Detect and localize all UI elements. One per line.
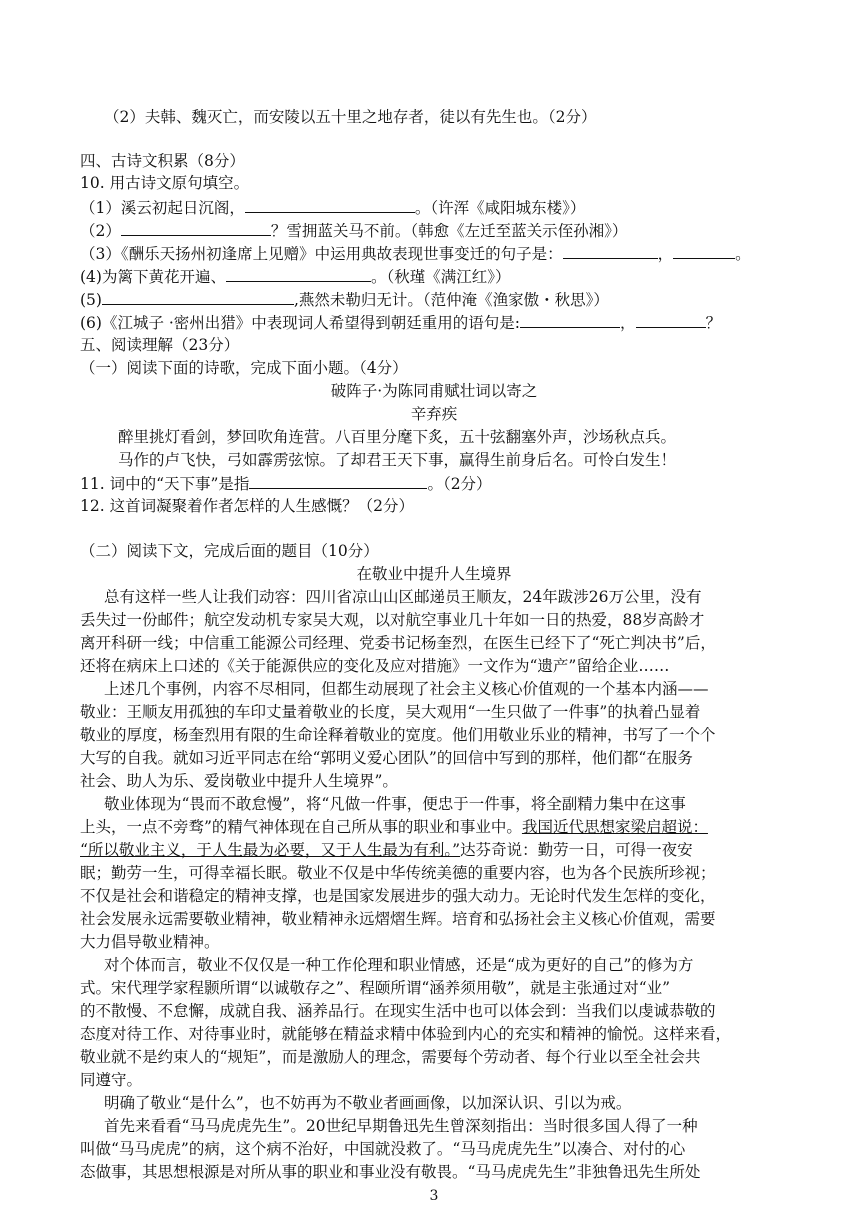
article-line: 社会发展永远需要敬业精神，敬业精神永远熠熠生辉。培育和弘扬社会主义核心价值观，需要	[80, 910, 716, 928]
section5-heading: 五、阅读理解（23分）	[80, 336, 240, 354]
poem-line: 马作的卢飞快，弓如霹雳弦惊。了却君王天下事，赢得生前身后名。可怜白发生！	[118, 451, 677, 469]
answer-blank[interactable]	[636, 311, 706, 328]
article-line: 眠；勤劳一生，可得幸福长眠。敬业不仅是中华传统美德的重要内容，也为各个民族所珍视；	[80, 864, 716, 882]
article-line: 离开科研一线；中信重工能源公司经理、党委书记杨奎烈，在医生已经下了“死亡判决书”后，	[80, 634, 716, 652]
article-line: 上述几个事例，内容不尽相同，但都生动展现了社会主义核心价值观的一个基本内涵——	[104, 680, 709, 698]
fill-item-5: (5) ,燕然未勒归无计。（范仲淹《渔家傲・秋思》）	[80, 288, 609, 311]
article-line: 对个体而言，敬业不仅仅是一种工作伦理和职业情感，还是“成为更好的自己”的修为方	[104, 956, 694, 974]
article-line: 上头，一点不旁骛”的精气神体现在自己所从事的职业和事业中。我国近代思想家梁启超说：	[80, 818, 708, 836]
q12: 12. 这首词凝聚着作者怎样的人生感慨？（2分）	[80, 497, 414, 515]
article-line: 式。宋代理学家程颢所谓“以诚敬存之”、程颐所谓“涵养须用敬”，就是主张通过对“业”	[80, 979, 671, 997]
q9-2: （2）夫韩、魏灭亡，而安陵以五十里之地存者，徒以有先生也。（2分）	[104, 108, 597, 126]
article-line: 态度对待工作、对待事业时，就能够在精益求精中体验到内心的充实和精神的愉悦。这样来看，	[80, 1025, 732, 1043]
underlined-quote: “所以敬业主义，于人生最为必要，又于人生最为有利。”	[80, 841, 461, 859]
answer-blank[interactable]	[245, 196, 415, 213]
article-line: 丢失过一份邮件；航空发动机专家吴大观，以对航空事业几十年如一日的热爱，88岁高龄才	[80, 611, 705, 629]
answer-blank[interactable]	[226, 265, 371, 282]
article-line: 还将在病床上口述的《关于能源供应的变化及应对措施》一文作为“遗产”留给企业……	[80, 657, 670, 675]
article-line: 同遵守。	[80, 1071, 143, 1089]
answer-blank[interactable]	[563, 242, 658, 259]
section4-heading: 四、古诗文积累（8分）	[80, 152, 245, 170]
article-line: 态做事，其思想根源是对所从事的职业和事业没有敬畏。“马马虎虎先生”非独鲁迅先生所处	[80, 1163, 701, 1181]
article-line: 叫做“马马虎虎”的病，这个病不治好，中国就没救了。“马马虎虎先生”以凑合、对付的心	[80, 1140, 686, 1158]
fill-item-2: （2） ？雪拥蓝关马不前。（韩愈《左迁至蓝关示侄孙湘》）	[80, 219, 627, 242]
page-number: 3	[429, 1188, 439, 1204]
poem-title: 破阵子·为陈同甫赋壮词以寄之	[330, 382, 538, 400]
fill-item-3: （3）《酬乐天扬州初逢席上见赠》中运用典故表现世事变迁的句子是： ， 。	[80, 242, 751, 265]
article-line: 的不散慢、不怠懈，成就自我、涵养品行。在现实生活中也可以体会到：当我们以虔诚恭敬的	[80, 1002, 716, 1020]
poem-line: 醉里挑灯看剑，梦回吹角连营。八百里分麾下炙，五十弦翻塞外声，沙场秋点兵。	[118, 428, 677, 446]
article-line: 社会、助人为乐、爱岗敬业中提升人生境界”。	[80, 772, 398, 790]
part1-heading: （一）阅读下面的诗歌，完成下面小题。（4分）	[80, 359, 408, 377]
part2-heading: （二）阅读下文，完成后面的题目（10分）	[80, 542, 379, 560]
poem-author: 辛弃疾	[410, 405, 458, 423]
article-line: “所以敬业主义，于人生最为必要，又于人生最为有利。”达芬奇说：勤劳一日，可得一夜安	[80, 841, 693, 859]
answer-blank[interactable]	[249, 472, 427, 489]
answer-blank[interactable]	[520, 311, 620, 328]
article-line: 敬业的厚度，杨奎烈用有限的生命诠释着敬业的宽度。他们用敬业乐业的精神，书写了一个个	[80, 726, 716, 744]
article-line: 总有这样一些人让我们动容：四川省凉山山区邮递员王顺友，24年跋涉26万公里，没有	[104, 588, 702, 606]
answer-blank[interactable]	[121, 219, 271, 236]
article-line: 大力倡导敬业精神。	[80, 933, 220, 951]
q11: 11. 词中的“天下事”是指 。（2分）	[80, 472, 492, 495]
article-title: 在敬业中提升人生境界	[356, 565, 512, 583]
underlined-quote: 我国近代思想家梁启超说：	[521, 818, 708, 836]
article-line: 敬业就不是约束人的“规矩”，而是激励人的理念，需要每个劳动者、每个行业以至全社会共	[80, 1048, 701, 1066]
article-line: 不仅是社会和谐稳定的精神支撑，也是国家发展进步的强大动力。无论时代发生怎样的变化，	[80, 887, 716, 905]
article-line: 明确了敬业“是什么”，也不妨再为不敬业者画画像，以加深认识、引以为戒。	[104, 1094, 632, 1112]
answer-blank[interactable]	[102, 288, 294, 305]
fill-item-1: （1）溪云初起日沉阁， 。（许浑《咸阳城东楼》）	[80, 196, 585, 219]
article-line: 敬业：王顺友用孤独的车印丈量着敬业的长度，吴大观用“一生只做了一件事”的执着凸显着	[80, 703, 701, 721]
answer-blank[interactable]	[673, 242, 735, 259]
q10-instruction: 10. 用古诗文原句填空。	[80, 174, 250, 192]
fill-item-4: (4)为篱下黄花开遍、 。（秋瑾《满江红》）	[80, 265, 510, 288]
article-line: 大写的自我。就如习近平同志在给“郭明义爱心团队”的回信中写到的那样，他们都“在服务	[80, 749, 693, 767]
article-line: 敬业体现为“畏而不敢怠慢”，将“凡做一件事，便忠于一件事，将全副精力集中在这事	[104, 795, 686, 813]
article-line: 首先来看看“马马虎虎先生”。20世纪早期鲁迅先生曾深刻指出：当时很多国人得了一种	[104, 1117, 698, 1135]
fill-item-6: (6)《江城子 ·密州出猎》中表现词人希望得到朝廷重用的语句是: ， ？	[80, 311, 721, 334]
